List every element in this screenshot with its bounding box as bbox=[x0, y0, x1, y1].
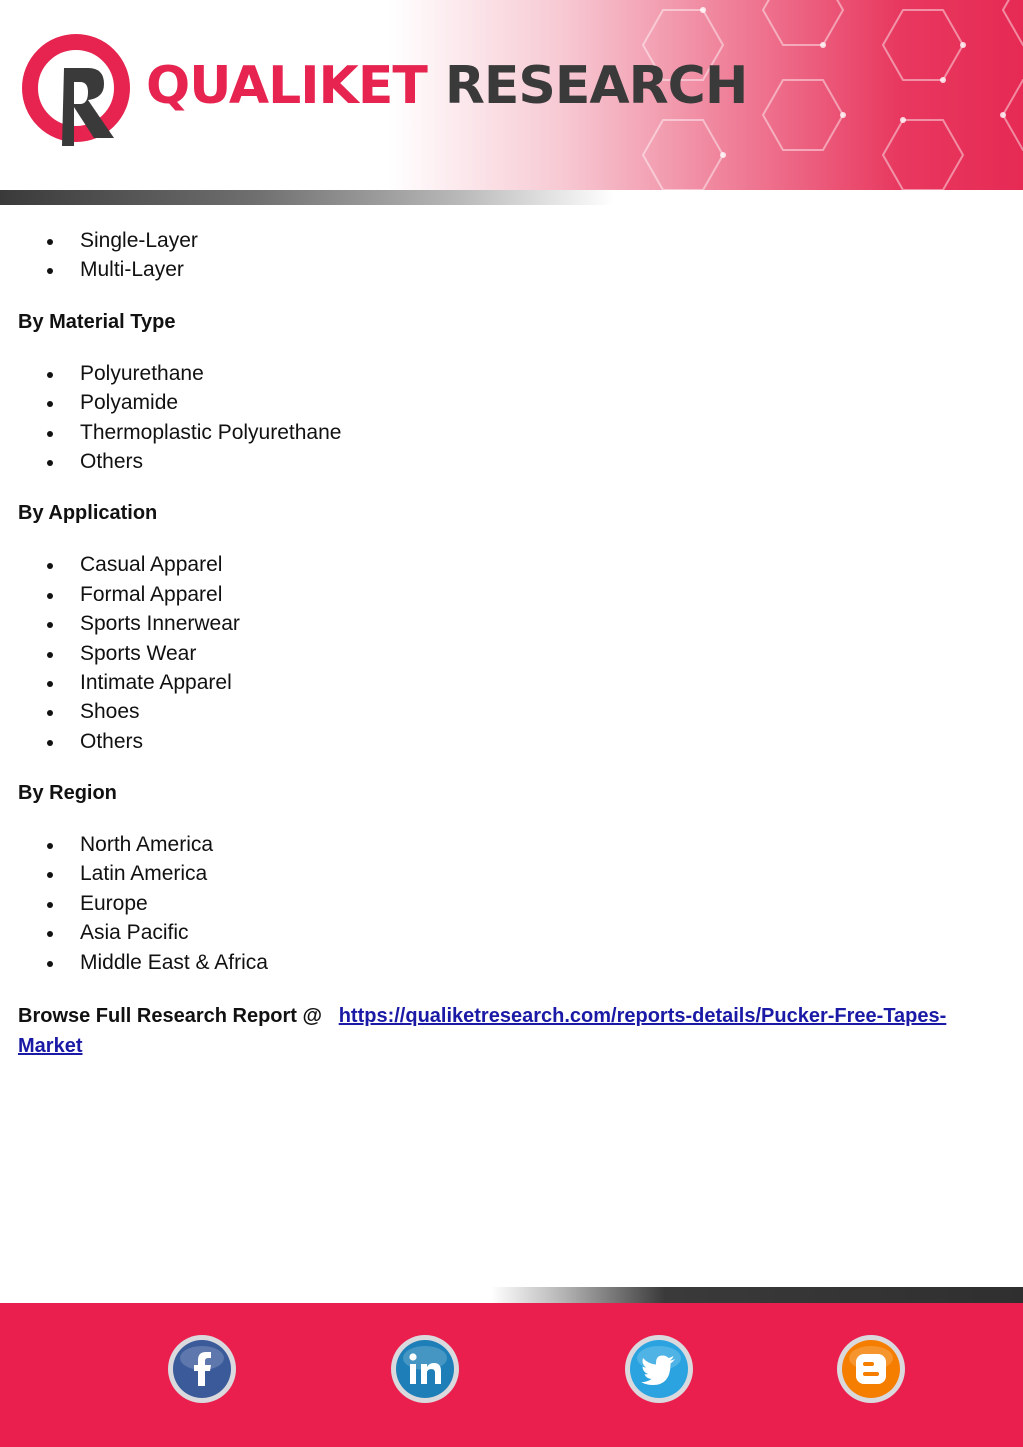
list-item: Others bbox=[18, 727, 1008, 756]
list-item: Polyurethane bbox=[18, 359, 1008, 388]
report-details-link[interactable]: https://qualiketresearch.com/reports-details/Pucker-Free-Tapes-Market bbox=[18, 1005, 947, 1058]
list-item: Asia Pacific bbox=[18, 918, 1008, 947]
browse-report-line bbox=[18, 1001, 1008, 1061]
list-item: Intimate Apparel bbox=[18, 668, 1008, 697]
footer-stripe-divider bbox=[0, 1287, 1023, 1303]
list-item: Formal Apparel bbox=[18, 580, 1008, 609]
section-heading-region: By Region bbox=[18, 782, 117, 805]
list-item: Middle East & Africa bbox=[18, 948, 1008, 977]
report-segment-content bbox=[18, 226, 1008, 1061]
list-item: Europe bbox=[18, 889, 1008, 918]
list-item: North America bbox=[18, 830, 1008, 859]
brand-name-part2: RESEARCH bbox=[444, 56, 748, 116]
type-list bbox=[18, 226, 1008, 285]
application-list bbox=[18, 550, 1008, 756]
header-stripe-divider bbox=[0, 190, 1023, 205]
section-heading-application: By Application bbox=[18, 502, 158, 525]
brand-name-part1: QUALIKET bbox=[146, 56, 427, 116]
twitter-icon[interactable] bbox=[624, 1334, 694, 1404]
list-item: Casual Apparel bbox=[18, 550, 1008, 579]
list-item: Shoes bbox=[18, 697, 1008, 726]
blogger-icon[interactable] bbox=[836, 1334, 906, 1404]
section-heading-material-type: By Material Type bbox=[18, 310, 176, 333]
qualiket-logo-icon bbox=[22, 34, 140, 152]
material-type-list bbox=[18, 359, 1008, 477]
brand-wordmark bbox=[146, 56, 748, 116]
list-item: Sports Innerwear bbox=[18, 609, 1008, 638]
list-item: Others bbox=[18, 447, 1008, 476]
list-item: Sports Wear bbox=[18, 639, 1008, 668]
header-banner bbox=[0, 0, 1023, 190]
list-item: Single-Layer bbox=[18, 226, 1008, 255]
list-item: Multi-Layer bbox=[18, 255, 1008, 284]
linkedin-icon[interactable] bbox=[390, 1334, 460, 1404]
list-item: Latin America bbox=[18, 859, 1008, 888]
browse-report-label: Browse Full Research Report @ bbox=[18, 1005, 323, 1028]
facebook-icon[interactable] bbox=[167, 1334, 237, 1404]
region-list bbox=[18, 830, 1008, 977]
list-item: Polyamide bbox=[18, 388, 1008, 417]
list-item: Thermoplastic Polyurethane bbox=[18, 418, 1008, 447]
